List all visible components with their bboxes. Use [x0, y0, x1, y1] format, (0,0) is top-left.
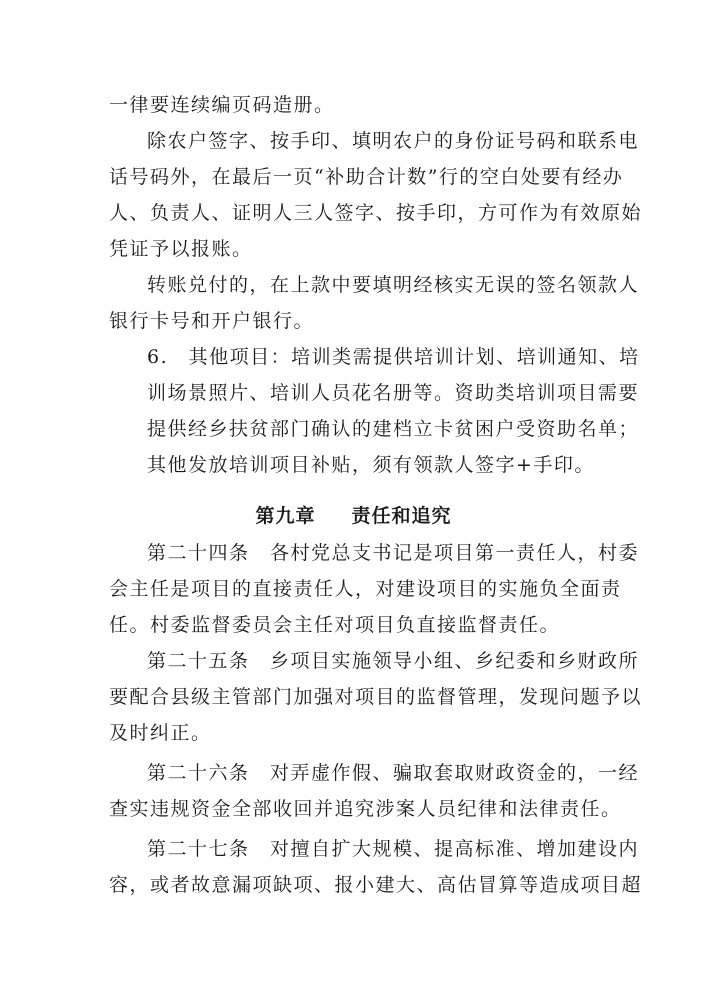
text-line: 容，或者故意漏项缺项、报小建大、高估冒算等造成项目超 [109, 874, 643, 896]
text-line: 6. 其他项目：培训类需提供培训计划、培训通知、培 [147, 346, 640, 368]
text-line: 第二十七条 对擅自扩大规模、提高标准、增加建设内 [147, 838, 640, 860]
text-line: 查实违规资金全部收回并追究涉案人员纪律和法律责任。 [109, 798, 622, 820]
text-line: 训场景照片、培训人员花名册等。资助类培训项目需要 [147, 382, 640, 404]
text-line: 会主任是项目的直接责任人，对建设项目的实施负全面责 [109, 578, 622, 600]
text-line: 除农户签字、按手印、填明农户的身份证号码和联系电 [147, 130, 640, 152]
chapter-number: 第九章 [255, 505, 316, 527]
text-line: 第二十五条 乡项目实施领导小组、乡纪委和乡财政所 [147, 650, 640, 672]
text-line: 任。村委监督委员会主任对项目负直接监督责任。 [109, 614, 561, 636]
text-line: 及时纠正。 [109, 722, 212, 744]
text-line: 要配合县级主管部门加强对项目的监督管理，发现问题予以 [109, 686, 643, 708]
text-line: 第二十六条 对弄虚作假、骗取套取财政资金的，一经 [147, 762, 640, 784]
text-line: 人、负责人、证明人三人签字、按手印，方可作为有效原始 [109, 202, 643, 224]
text-line: 银行卡号和开户银行。 [109, 310, 315, 332]
chapter-heading [0, 498, 707, 534]
text-line: 话号码外，在最后一页“补助合计数”行的空白处要有经办 [109, 166, 624, 188]
text-line: 提供经乡扶贫部门确认的建档立卡贫困户受资助名单； [147, 418, 640, 440]
text-line: 第二十四条 各村党总支书记是项目第一责任人，村委 [147, 542, 640, 564]
text-line: 转账兑付的，在上款中要填明经核实无误的签名领款人 [147, 274, 640, 296]
text-line: 一律要连续编页码造册。 [109, 94, 335, 116]
chapter-title: 责任和追究 [351, 505, 452, 527]
text-line: 其他发放培训项目补贴，须有领款人签字+手印。 [147, 454, 595, 476]
text-line: 凭证予以报账。 [109, 238, 253, 260]
